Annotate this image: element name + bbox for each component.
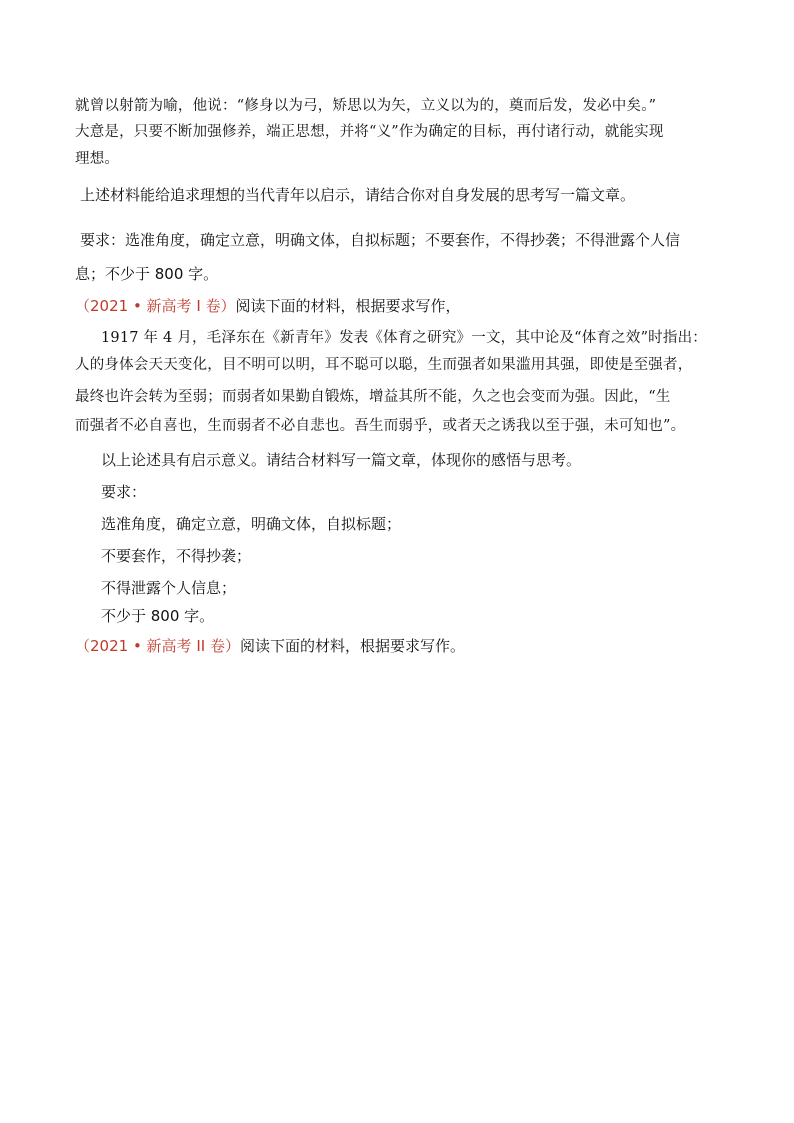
question2-requirement-4: 不少于 800 字。 xyxy=(101,607,215,625)
material-line-4: 而强者不必自喜也，生而弱者不必自悲也。吾生而弱乎，或者天之诱我以至于强，未可知也”。 xyxy=(75,418,686,434)
passage-line-3: 理想。 xyxy=(75,151,120,167)
question2-instruction: 以上论述具有启示意义。请结合材料写一篇文章，体现你的感悟与思考。 xyxy=(101,451,582,469)
question2-source: （2021 • 新高考 I 卷） xyxy=(75,297,236,315)
passage-line-1: 就曾以射箭为喻，他说：“修身以为弓，矫思以为矢，立义以为的，奠而后发，发必中矣。” xyxy=(75,98,657,114)
question3-heading xyxy=(75,636,465,656)
material-line-3: 最终也许会转为至弱；而弱者如果勤自锻炼，增益其所不能，久之也会变而为强。因此，“生 xyxy=(75,389,671,405)
prompt1-requirement-line-1: 要求：选准角度，确定立意，明确文体，自拟标题；不要套作，不得抄袭；不得泄露个人信 xyxy=(80,231,681,249)
material-line-1: 1917 年 4 月，毛泽东在《新青年》发表《体育之研究》一文，其中论及“体育之效”时指出： xyxy=(101,330,707,346)
question3-source: （2021 • 新高考 II 卷） xyxy=(75,637,240,655)
passage-line-2: 大意是，只要不断加强修养，端正思想，并将“义”作为确定的目标，再付诸行动，就能实现 xyxy=(75,124,664,140)
question2-heading-text: 阅读下面的材料，根据要求写作， xyxy=(235,297,461,315)
material-line-2: 人的身体会天天变化，目不明可以明，耳不聪可以聪，生而强者如果滥用其强，即使是至强者， xyxy=(75,357,693,373)
question2-requirement-3: 不得泄露个人信息； xyxy=(101,579,237,597)
question2-requirement-1: 选准角度，确定立意，明确文体，自拟标题； xyxy=(101,515,402,533)
question3-heading-text: 阅读下面的材料，根据要求写作。 xyxy=(239,637,465,655)
question2-requirements-title: 要求： xyxy=(101,483,147,501)
prompt1-instruction: 上述材料能给追求理想的当代青年以启示，请结合你对自身发展的思考写一篇文章。 xyxy=(80,186,636,204)
prompt1-requirement-line-2: 息；不少于 800 字。 xyxy=(75,265,219,283)
question2-heading xyxy=(75,296,461,316)
question2-requirement-2: 不要套作，不得抄袭； xyxy=(101,547,252,565)
